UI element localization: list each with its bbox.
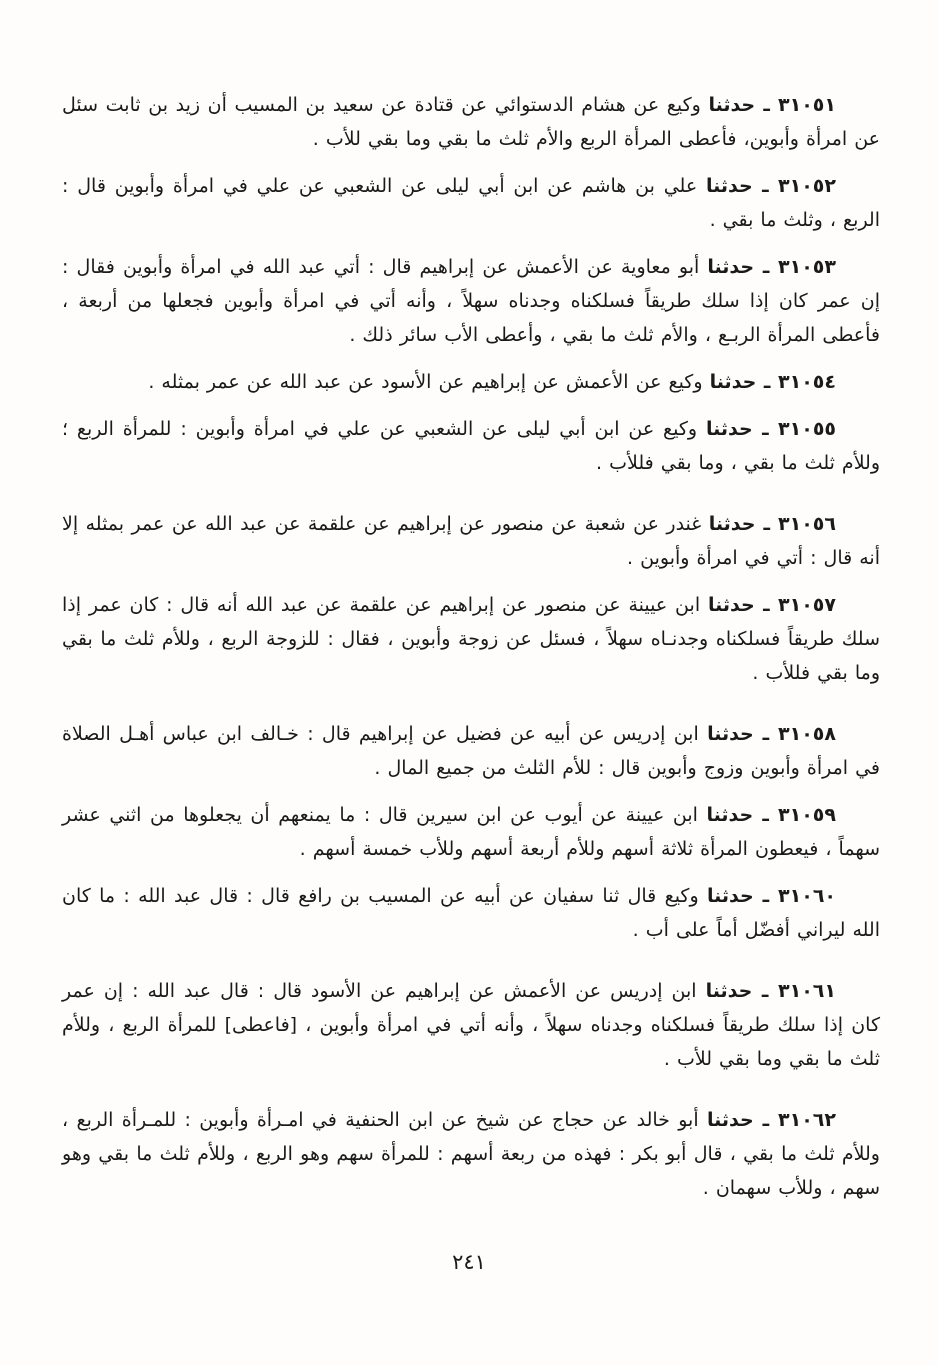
number-separator-dash: ـ: [756, 371, 779, 393]
hadith-text: ابن إدريس عن الأعمش عن إبراهيم عن الأسود قال : قال عبد الله : إن عمر كان إذا سلك طريقاً فسلكناه وجدناه سهلاً ، وأنه أتي في امرأة وأبوين ، [فاعطى] للمرأة الربع ، وللأم ثلث ما بقي وما بقي للأب .: [62, 980, 880, 1070]
number-separator-dash: ـ: [753, 1109, 778, 1131]
hadith-entries-block: [62, 88, 880, 1218]
hadith-opening-word: حدثنا: [707, 885, 754, 907]
number-separator-dash: ـ: [753, 804, 778, 826]
hadith-entry: [62, 1103, 880, 1205]
hadith-text: غندر عن شعبة عن منصور عن إبراهيم عن علقمة عن عبد الله عن عمر بمثله إلا أنه قال : أتي في امرأة وأبوين .: [62, 513, 880, 569]
hadith-number: ٣١٠٥٨: [778, 723, 836, 745]
number-separator-dash: ـ: [752, 175, 778, 197]
hadith-entry: [62, 88, 880, 156]
hadith-text: وكيع عن هشام الدستوائي عن قتادة عن سعيد بن المسيب أن زيد بن ثابت سئل عن امرأة وأبوين، فأعطى المرأة الربع والأم ثلث ما بقي وما بقي للأب .: [62, 94, 880, 150]
hadith-number: ٣١٠٦٢: [778, 1109, 836, 1131]
hadith-opening-word: حدثنا: [706, 175, 753, 197]
hadith-text: وكيع عن ابن أبي ليلى عن الشعبي عن علي في امرأة وأبوين : للمرأة الربع ؛ وللأم ثلث ما بقي ، وما بقي فللأب .: [62, 418, 880, 474]
hadith-entry: [62, 507, 880, 575]
hadith-opening-word: حدثنا: [708, 94, 756, 116]
hadith-opening-word: حدثنا: [708, 513, 756, 535]
hadith-opening-word: حدثنا: [705, 980, 753, 1002]
hadith-number: ٣١٠٦٠: [778, 885, 837, 907]
hadith-entry: [62, 798, 880, 866]
hadith-number: ٣١٠٥٦: [778, 513, 836, 535]
hadith-entry: [62, 974, 880, 1076]
hadith-opening-word: حدثنا: [707, 256, 755, 278]
hadith-text: ابن إدريس عن أبيه عن فضيل عن إبراهيم قال : خـالف ابن عباس أهـل الصلاة في امرأة وأبوين وزوج وأبوين قال : للأم الثلث من جميع المال .: [62, 723, 880, 779]
hadith-text: وكيع عن الأعمش عن إبراهيم عن الأسود عن عبد الله عن عمر بمثله .: [148, 371, 703, 393]
hadith-entry: [62, 717, 880, 785]
hadith-text: وكيع قال ثنا سفيان عن أبيه عن المسيب بن رافع قال : قال عبد الله : ما كان الله ليراني أفضّل أماً على أب .: [62, 885, 880, 941]
number-separator-dash: ـ: [753, 723, 779, 745]
number-separator-dash: ـ: [752, 980, 779, 1002]
hadith-text: ابن عيينة عن منصور عن إبراهيم عن علقمة عن عبد الله أنه قال : كان عمر إذا سلك طريقاً فسلكناه وجدنـاه سهلاً ، فسئل عن زوجة وأبوين ، فقال : للزوجة الربع ، وللأم ثلث ما بقي وما بقي فللأب .: [62, 594, 880, 684]
hadith-number: ٣١٠٥٣: [778, 256, 836, 278]
hadith-number: ٣١٠٥٧: [778, 594, 836, 616]
hadith-text: علي بن هاشم عن ابن أبي ليلى عن الشعبي عن علي في امرأة وأبوين قال : الربع ، وثلث ما بقي .: [62, 175, 880, 231]
hadith-entry: [62, 412, 880, 480]
hadith-opening-word: حدثنا: [705, 418, 753, 440]
hadith-opening-word: حدثنا: [707, 594, 755, 616]
hadith-entry: [62, 365, 880, 399]
hadith-opening-word: حدثنا: [706, 1109, 754, 1131]
hadith-number: ٣١٠٥١: [778, 94, 836, 116]
hadith-entry: [62, 879, 880, 947]
number-separator-dash: ـ: [753, 885, 779, 907]
hadith-opening-word: حدثنا: [709, 371, 757, 393]
hadith-entry: [62, 588, 880, 690]
hadith-entry: [62, 169, 880, 237]
hadith-number: ٣١٠٥٤: [778, 371, 836, 393]
number-separator-dash: ـ: [752, 418, 779, 440]
hadith-number: ٣١٠٥٢: [778, 175, 836, 197]
hadith-number: ٣١٠٥٩: [778, 804, 836, 826]
number-separator-dash: ـ: [755, 513, 779, 535]
hadith-entry: [62, 250, 880, 352]
hadith-text: ابن عيينة عن أيوب عن ابن سيرين قال : ما يمنعهم أن يجعلوها من اثني عشر سهماً ، فيعطون المرأة ثلاثة أسهم وللأم أربعة أسهم وللأب خمسة أسهم .: [62, 804, 880, 860]
hadith-opening-word: حدثنا: [706, 804, 754, 826]
number-separator-dash: ـ: [755, 94, 778, 116]
hadith-text: أبو معاوية عن الأعمش عن إبراهيم قال : أتي عبد الله في امرأة وأبوين فقال : إن عمر كان إذا سلك طريقاً فسلكناه وجدناه سهلاً ، وأنه أتي في امرأة وأبوين فجعلها من أربعة ، فأعطى المرأة الربـع ، والأم ثلث ما بقي ، وأعطى الأب سائر ذلك .: [62, 256, 880, 346]
hadith-number: ٣١٠٦١: [778, 980, 836, 1002]
number-separator-dash: ـ: [754, 594, 778, 616]
hadith-opening-word: حدثنا: [707, 723, 754, 745]
hadith-number: ٣١٠٥٥: [778, 418, 837, 440]
hadith-text: أبو خالد عن حجاج عن شيخ عن ابن الحنفية في امـرأة وأبوين : للمـرأة الربع ، وللأم ثلث ما بقي ، قال أبو بكر : فهذه من ربعة أسهم : للمرأة سهم وهو الربع ، وللأم ثلث ما بقي وهو سهم ، وللأب سهمان .: [62, 1109, 880, 1199]
number-separator-dash: ـ: [754, 256, 779, 278]
page-number: ٢٤١: [452, 1250, 486, 1274]
